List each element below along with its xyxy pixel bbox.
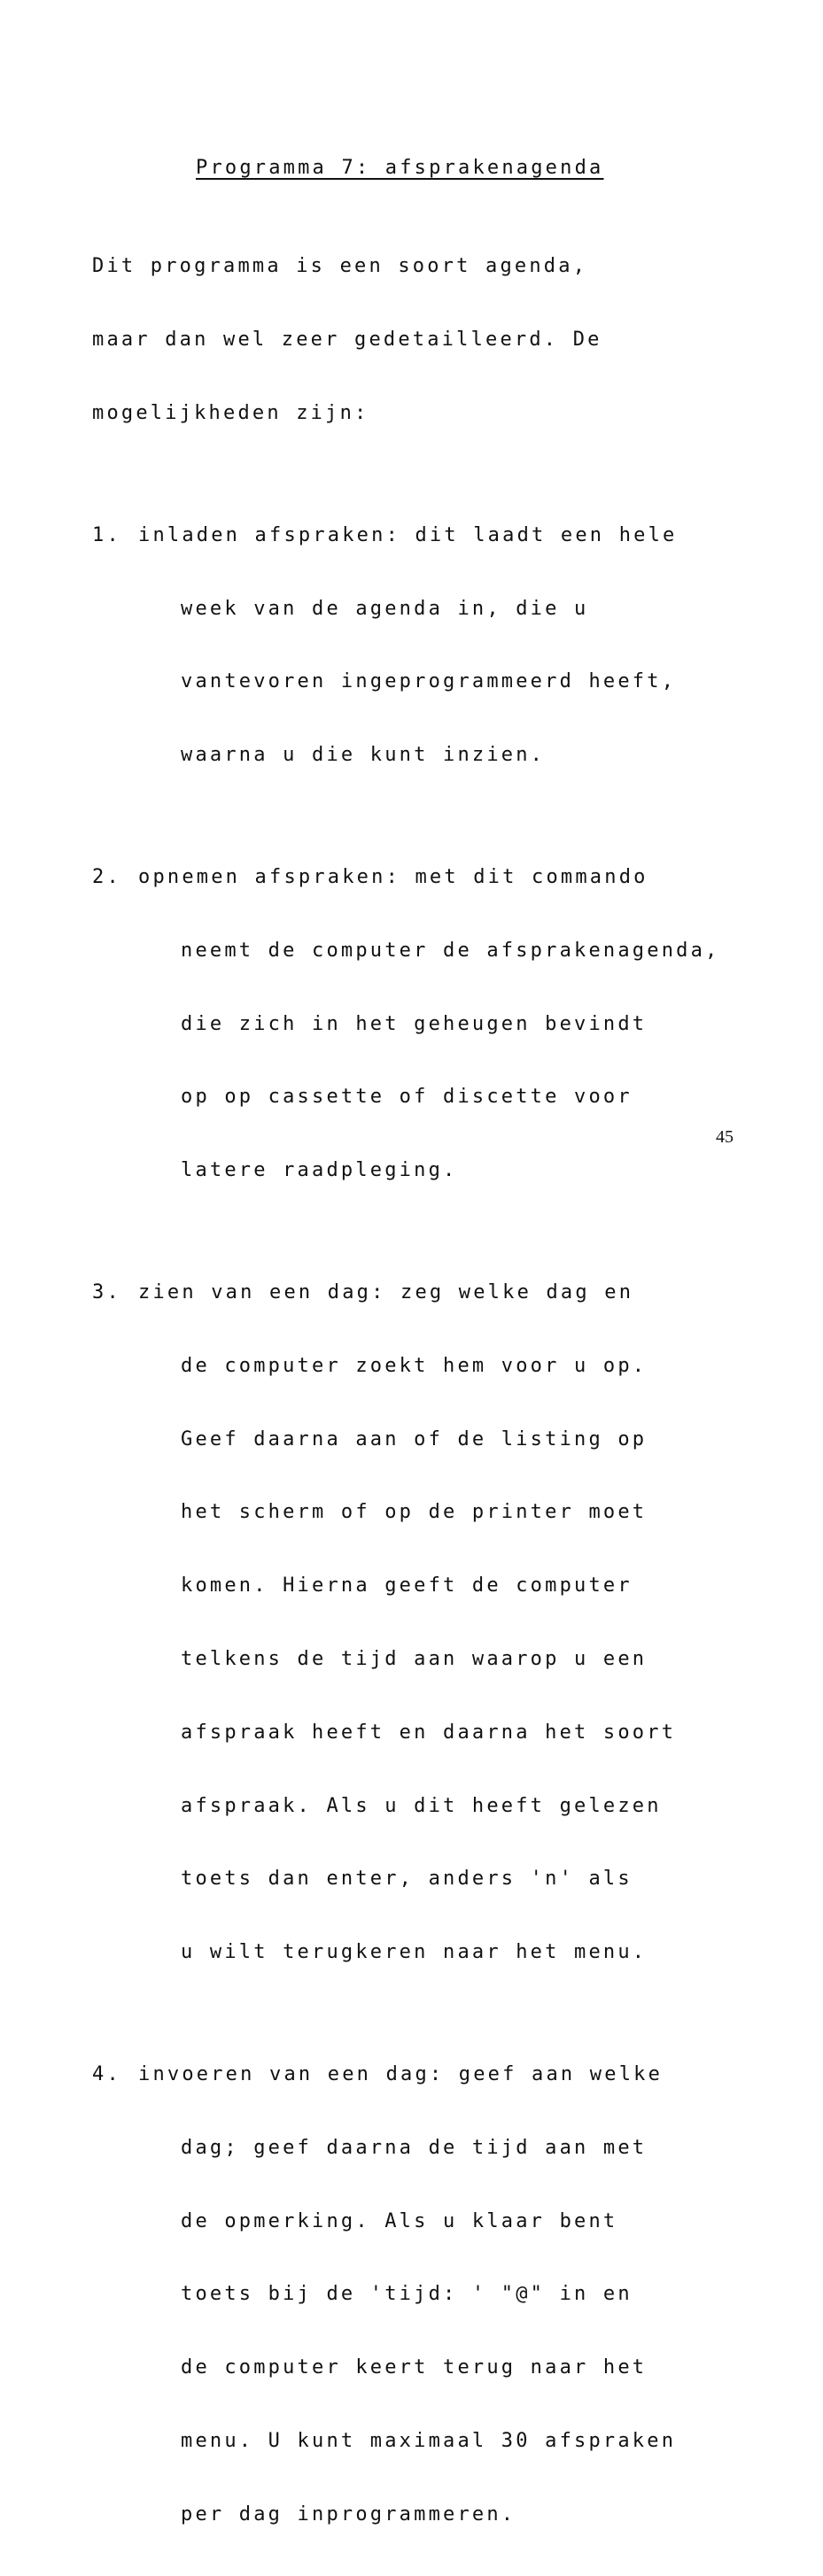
item-line: menu. U kunt maximaal 30 afspraken — [181, 2430, 677, 2453]
intro-line: maar dan wel zeer gedetailleerd. De — [92, 328, 602, 351]
intro-line: Dit programma is een soort agenda, — [92, 255, 588, 278]
item-line: telkens de tijd aan waarop u een — [181, 1648, 648, 1671]
item-line: op op cassette of discette voor — [181, 1086, 633, 1109]
item-line: die zich in het geheugen bevindt — [181, 1012, 648, 1035]
item-line: komen. Hierna geeft de computer — [181, 1574, 633, 1597]
list-item-1 — [92, 523, 719, 548]
item-line: toets bij de 'tijd: ' "@" in en — [181, 2283, 633, 2306]
item-number: 1. — [92, 523, 121, 546]
item-number: 4. — [92, 2063, 121, 2086]
list-item-3 — [92, 1280, 719, 1305]
item-line: invoeren van een dag: geef aan welke — [138, 2063, 664, 2086]
item-line: week van de agenda in, die u — [181, 597, 589, 620]
item-line: Geef daarna aan of de listing op — [181, 1427, 648, 1450]
item-line: het scherm of op de printer moet — [181, 1501, 648, 1524]
item-line: zien van een dag: zeg welke dag en — [138, 1281, 634, 1304]
list-item-4 — [92, 2062, 719, 2087]
item-line: neemt de computer de afsprakenagenda, — [181, 939, 720, 962]
list-item-2 — [92, 865, 719, 890]
item-line: inladen afspraken: dit laadt een hele — [138, 523, 678, 546]
item-line: dag; geef daarna de tijd aan met — [181, 2136, 648, 2159]
item-line: vantevoren ingeprogrammeerd heeft, — [181, 670, 677, 693]
item-line: per dag inprogrammeren. — [181, 2503, 516, 2526]
page-number: 45 — [716, 1127, 734, 1147]
item-line: de opmerking. Als u klaar bent — [181, 2209, 618, 2232]
item-line: latere raadpleging. — [181, 1159, 458, 1182]
item-line: afspraak heeft en daarna het soort — [181, 1721, 677, 1744]
item-number: 3. — [92, 1281, 121, 1304]
item-number: 2. — [92, 866, 121, 889]
body-text — [92, 205, 719, 2576]
item-line: de computer keert terug naar het — [181, 2356, 648, 2379]
intro-line: mogelijkheden zijn: — [92, 401, 369, 424]
item-line: opnemen afspraken: met dit commando — [138, 866, 648, 889]
item-line: u wilt terugkeren naar het menu. — [181, 1941, 648, 1964]
item-line: de computer zoekt hem voor u op. — [181, 1354, 648, 1377]
item-line: waarna u die kunt inzien. — [181, 744, 546, 767]
page-title: Programma 7: afsprakenagenda — [196, 157, 604, 179]
item-line: afspraak. Als u dit heeft gelezen — [181, 1794, 662, 1817]
item-line: toets dan enter, anders 'n' als — [181, 1868, 633, 1891]
